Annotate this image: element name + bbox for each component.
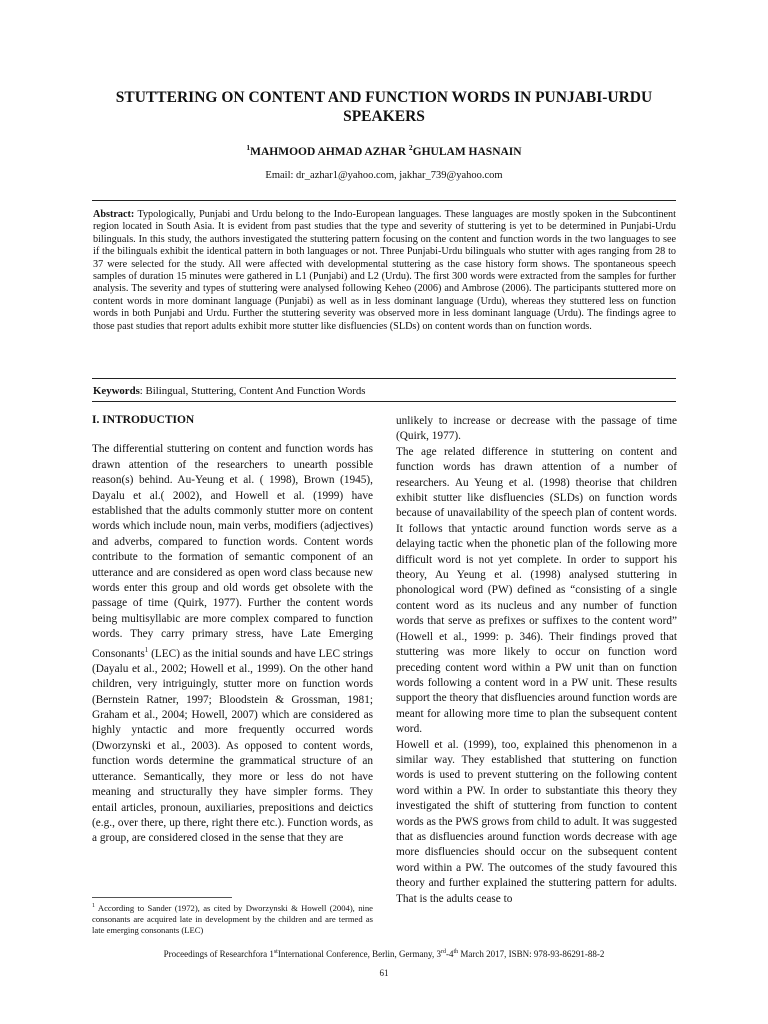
footnote xyxy=(92,901,373,936)
author1-affiliation: 1 xyxy=(246,143,251,152)
keywords-top-rule xyxy=(92,378,676,379)
intro-text-part2: (LEC) as the initial sounds and have LEC strings (Dayalu et al., 2002; Howell et al., 1999). On the other hand children, very intriguingly, stutter more on function words (Bernstein Ratner, 1997; Bloodstein & Grossman, 1981; Graham et al., 2004; Howell, 2007) which are considered as highly yntactic and more frequently occurred words (Dworzynski et al., 2003). As opposed to content words, function words determine the grammatical structure of an utterance. Semantically, they more or less do not have meaning and structurally they have simpler forms. They entail articles, pronoun, auxiliaries, prepositions and deictics (e.g., over there, up there, right there etc.). Function words, as a group, are considered closed in the sense that they are xyxy=(92,647,373,845)
right-column xyxy=(396,414,677,907)
footnote-rule xyxy=(92,897,232,898)
footnote-marker: 1 xyxy=(144,645,149,654)
abstract-label: Abstract: xyxy=(93,209,135,220)
footnote-number: 1 xyxy=(92,903,95,909)
author2-name: GHULAM HASNAIN xyxy=(412,145,522,158)
keywords-text: : Bilingual, Stuttering, Content And Function Words xyxy=(139,385,366,397)
keywords-bottom-rule xyxy=(92,401,676,402)
keywords xyxy=(93,385,676,398)
right-paragraph-3: Howell et al. (1999), too, explained this phenomenon in a similar way. They established that stuttering on function words is used to prevent stuttering on the following content word within a PW. In order to substantiate this theory they investigated the shift of stuttering from function to content words as the PWS grows from child to adult. It was suggested that as disfluencies around function words decrease with age more disfluencies should occur on the subsequent content word within a PW. The outcomes of the study favoured this theory and further explained the stuttering pattern for adults. That is the adults cease to xyxy=(396,738,677,905)
page-footer xyxy=(80,946,688,960)
footer-sup-2: rd xyxy=(440,949,446,955)
paper-title: STUTTERING ON CONTENT AND FUNCTION WORDS IN PUNJABI-URDU SPEAKERS xyxy=(115,89,653,125)
footer-text-2: International Conference, Berlin, Germany, 3 xyxy=(277,949,441,959)
footer-sup-1: st xyxy=(273,949,278,955)
footer-text-3: -4 xyxy=(445,949,454,959)
page-number: 61 xyxy=(379,968,389,978)
right-paragraph-2: The age related difference in stuttering on content and function words has drawn attention of a number of researchers. Au Yeung et al. (1998) theorise that children exhibit stutter like disfluencies (SLDs) on function words because of unavailability of the speech plan of content words. It follows that yntactic around function words serve as a delaying tactic when the phonetic plan of the following more difficult word is not yet complete. In order to support his theory, Au Yeung et al. (1998) analysed stuttering in phonological word (PW) defined as “consisting of a single content word as its nucleus and any number of function words that serve as prefixes or suffixes to the content word” (Howell et al., 1999: p. 346). Their findings proved that stuttering was more likely to occur on function word preceding content word within a PW unit than on function words following a content word in a PW unit. These results support the theory that disfluencies around function words are meant for allowing more time to plan the subsequent content word. xyxy=(396,445,677,736)
footer-text-1: Proceedings of Researchfora 1 xyxy=(163,949,274,959)
footer-text-4: March 2017, ISBN: 978-93-86291-88-2 xyxy=(458,949,605,959)
abstract-text: Typologically, Punjabi and Urdu belong to the Indo-European languages. These languages are mostly spoken in the Subcontinent region located in South Asia. It is evident from past studies that the type and severity of stuttering is yet to be determined in Punjabi-Urdu bilinguals. In this study, the authors investigated the stuttering pattern focusing on the content and function words in the two languages to see if the bilinguals exhibit the identical pattern in both languages or not. Three Punjabi-Urdu bilinguals who stutter with ages ranging from 28 to 37 were selected for the study. All were affected with developmental stuttering as the case history form shows. The spontaneous speech samples of duration 15 minutes were gathered in L1 (Punjabi) and L2 (Urdu). The first 300 words were extracted from the samples for further analysis. The severity and types of stuttering were analysed following Keheo (2006) and Ambrose (2006). The participants stuttered more on content words in more dominant language (Punjabi) as well as in less dominant language (Urdu), whereas they stuttered less on function words in both Punjabi and Urdu. Further the stuttering severity was observed more in less dominant language (Urdu). The findings agree to those past studies that report adults exhibit more stutter like disfluencies (SLDs) on content words than on function words. xyxy=(93,209,676,332)
abstract-top-rule xyxy=(92,200,676,201)
section-heading-introduction: I. INTRODUCTION xyxy=(92,414,195,426)
author2-affiliation: 2 xyxy=(408,143,413,152)
intro-paragraph xyxy=(92,442,373,846)
footnote-text: According to Sander (1972), as cited by Dworzynski & Howell (2004), nine consonants are acquired late in development by the children and are termed as late emerging consonants (LEC) xyxy=(92,902,373,935)
author1-name: MAHMOOD AHMAD AZHAR xyxy=(250,145,407,158)
author-line xyxy=(90,141,678,159)
intro-text-part1: The differential stuttering on content and function words has drawn attention of the researchers to unearth possible reason(s) behind. Au-Yeung et al. ( 1998), Brown (1945), Dayalu et al.( 2002), and Howell et al. (1999) have established that the adults commonly stutter more on content words which include noun, main verbs, modifiers (adjectives) and adverbs, compared to function words. Content words contribute to the formation of semantic component of an utterance and are considered as open word class because new words enter this group and old words get obsolete with the passage of time (Quirk, 1977). Further the content words being multisyllabic are more complex compared to function words. They carry primary stress, have Late Emerging Consonants xyxy=(92,443,373,660)
abstract xyxy=(93,209,676,333)
left-column xyxy=(92,413,373,847)
footer-sup-3: th xyxy=(453,949,459,955)
author-email: Email: dr_azhar1@yahoo.com, jakhar_739@yahoo.com xyxy=(265,170,503,181)
keywords-label: Keywords xyxy=(93,385,140,397)
right-paragraph-1: unlikely to increase or decrease with the passage of time (Quirk, 1977). xyxy=(396,415,677,443)
